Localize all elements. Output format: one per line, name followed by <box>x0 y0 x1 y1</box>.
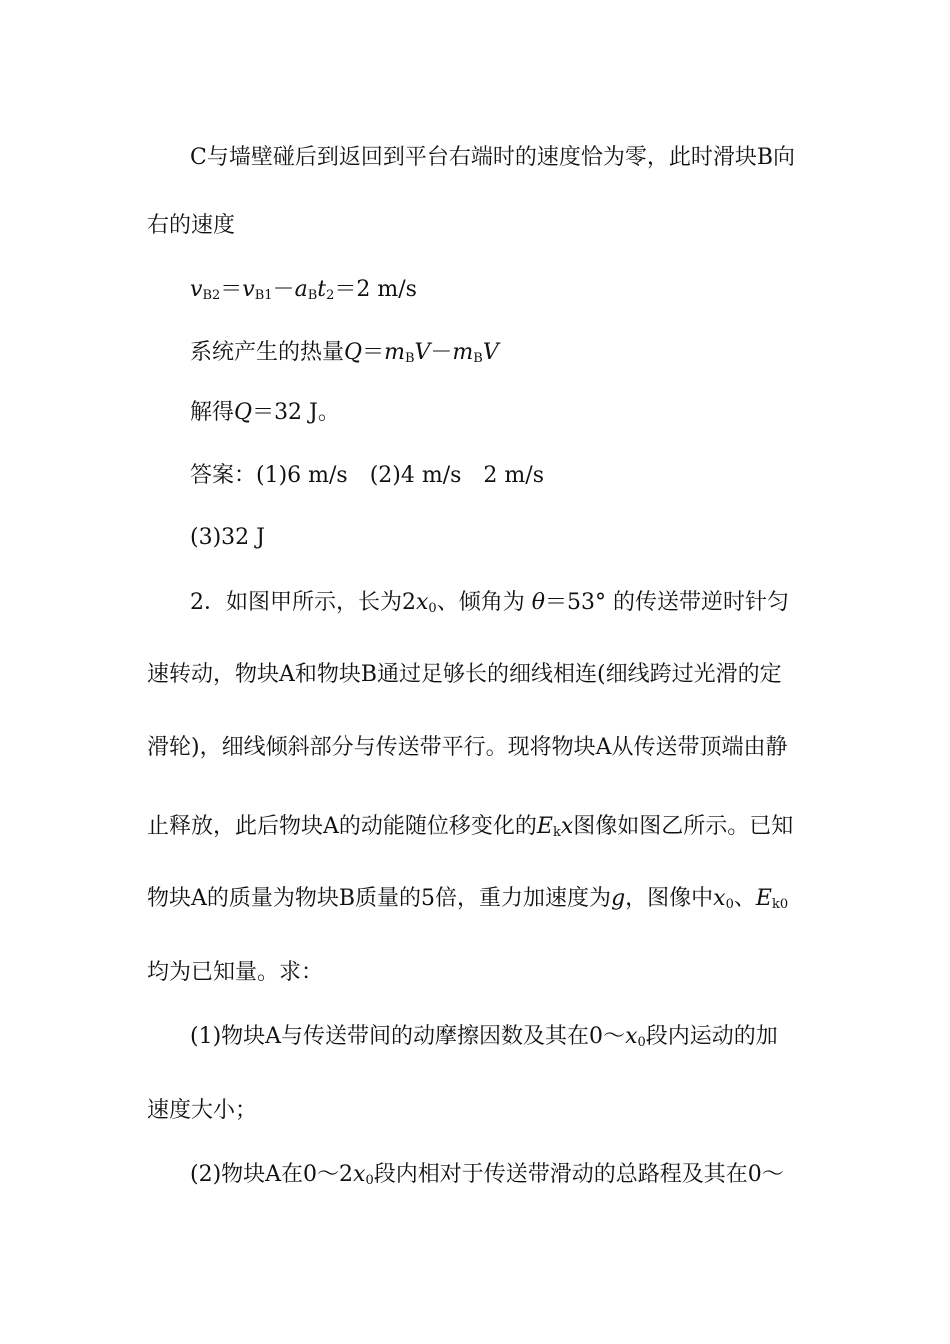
equation-velocity: vB2＝vB1－aBt2＝2 m/s <box>190 277 417 303</box>
equation-result: 解得Q＝32 J。 <box>190 400 340 425</box>
text-line: C与墙壁碰后到返回到平台右端时的速度恰为零，此时滑块B向 <box>190 145 796 170</box>
problem-2-line: 滑轮)，细线倾斜部分与传送带平行。现将物块A从传送带顶端由静 <box>147 735 788 760</box>
text-line: 右的速度 <box>147 213 236 238</box>
question-2-line: (2)物块A在0～2x0段内相对于传送带滑动的总路程及其在0～ <box>190 1162 784 1188</box>
question-1-line: 速度大小； <box>147 1098 258 1123</box>
answer-line: (3)32 J <box>190 525 265 550</box>
question-1-line: (1)物块A与传送带间的动摩擦因数及其在0～x0段内运动的加 <box>190 1024 778 1050</box>
problem-2-line: 止释放，此后物块A的动能随位移变化的Ekx图像如图乙所示。已知 <box>147 814 794 840</box>
problem-2-line: 均为已知量。求： <box>147 960 324 985</box>
equation-heat: 系统产生的热量Q＝mBV－mBV <box>190 340 499 366</box>
answer-line: 答案：(1)6 m/s (2)4 m/s 2 m/s <box>190 463 544 488</box>
problem-2-line: 2．如图甲所示，长为2x0、倾角为 θ＝53° 的传送带逆时针匀 <box>190 590 789 616</box>
problem-2-line: 速转动，物块A和物块B通过足够长的细线相连(细线跨过光滑的定 <box>147 662 782 687</box>
problem-2-line: 物块A的质量为物块B质量的5倍，重力加速度为g，图像中x0、Ek0 <box>147 886 789 912</box>
